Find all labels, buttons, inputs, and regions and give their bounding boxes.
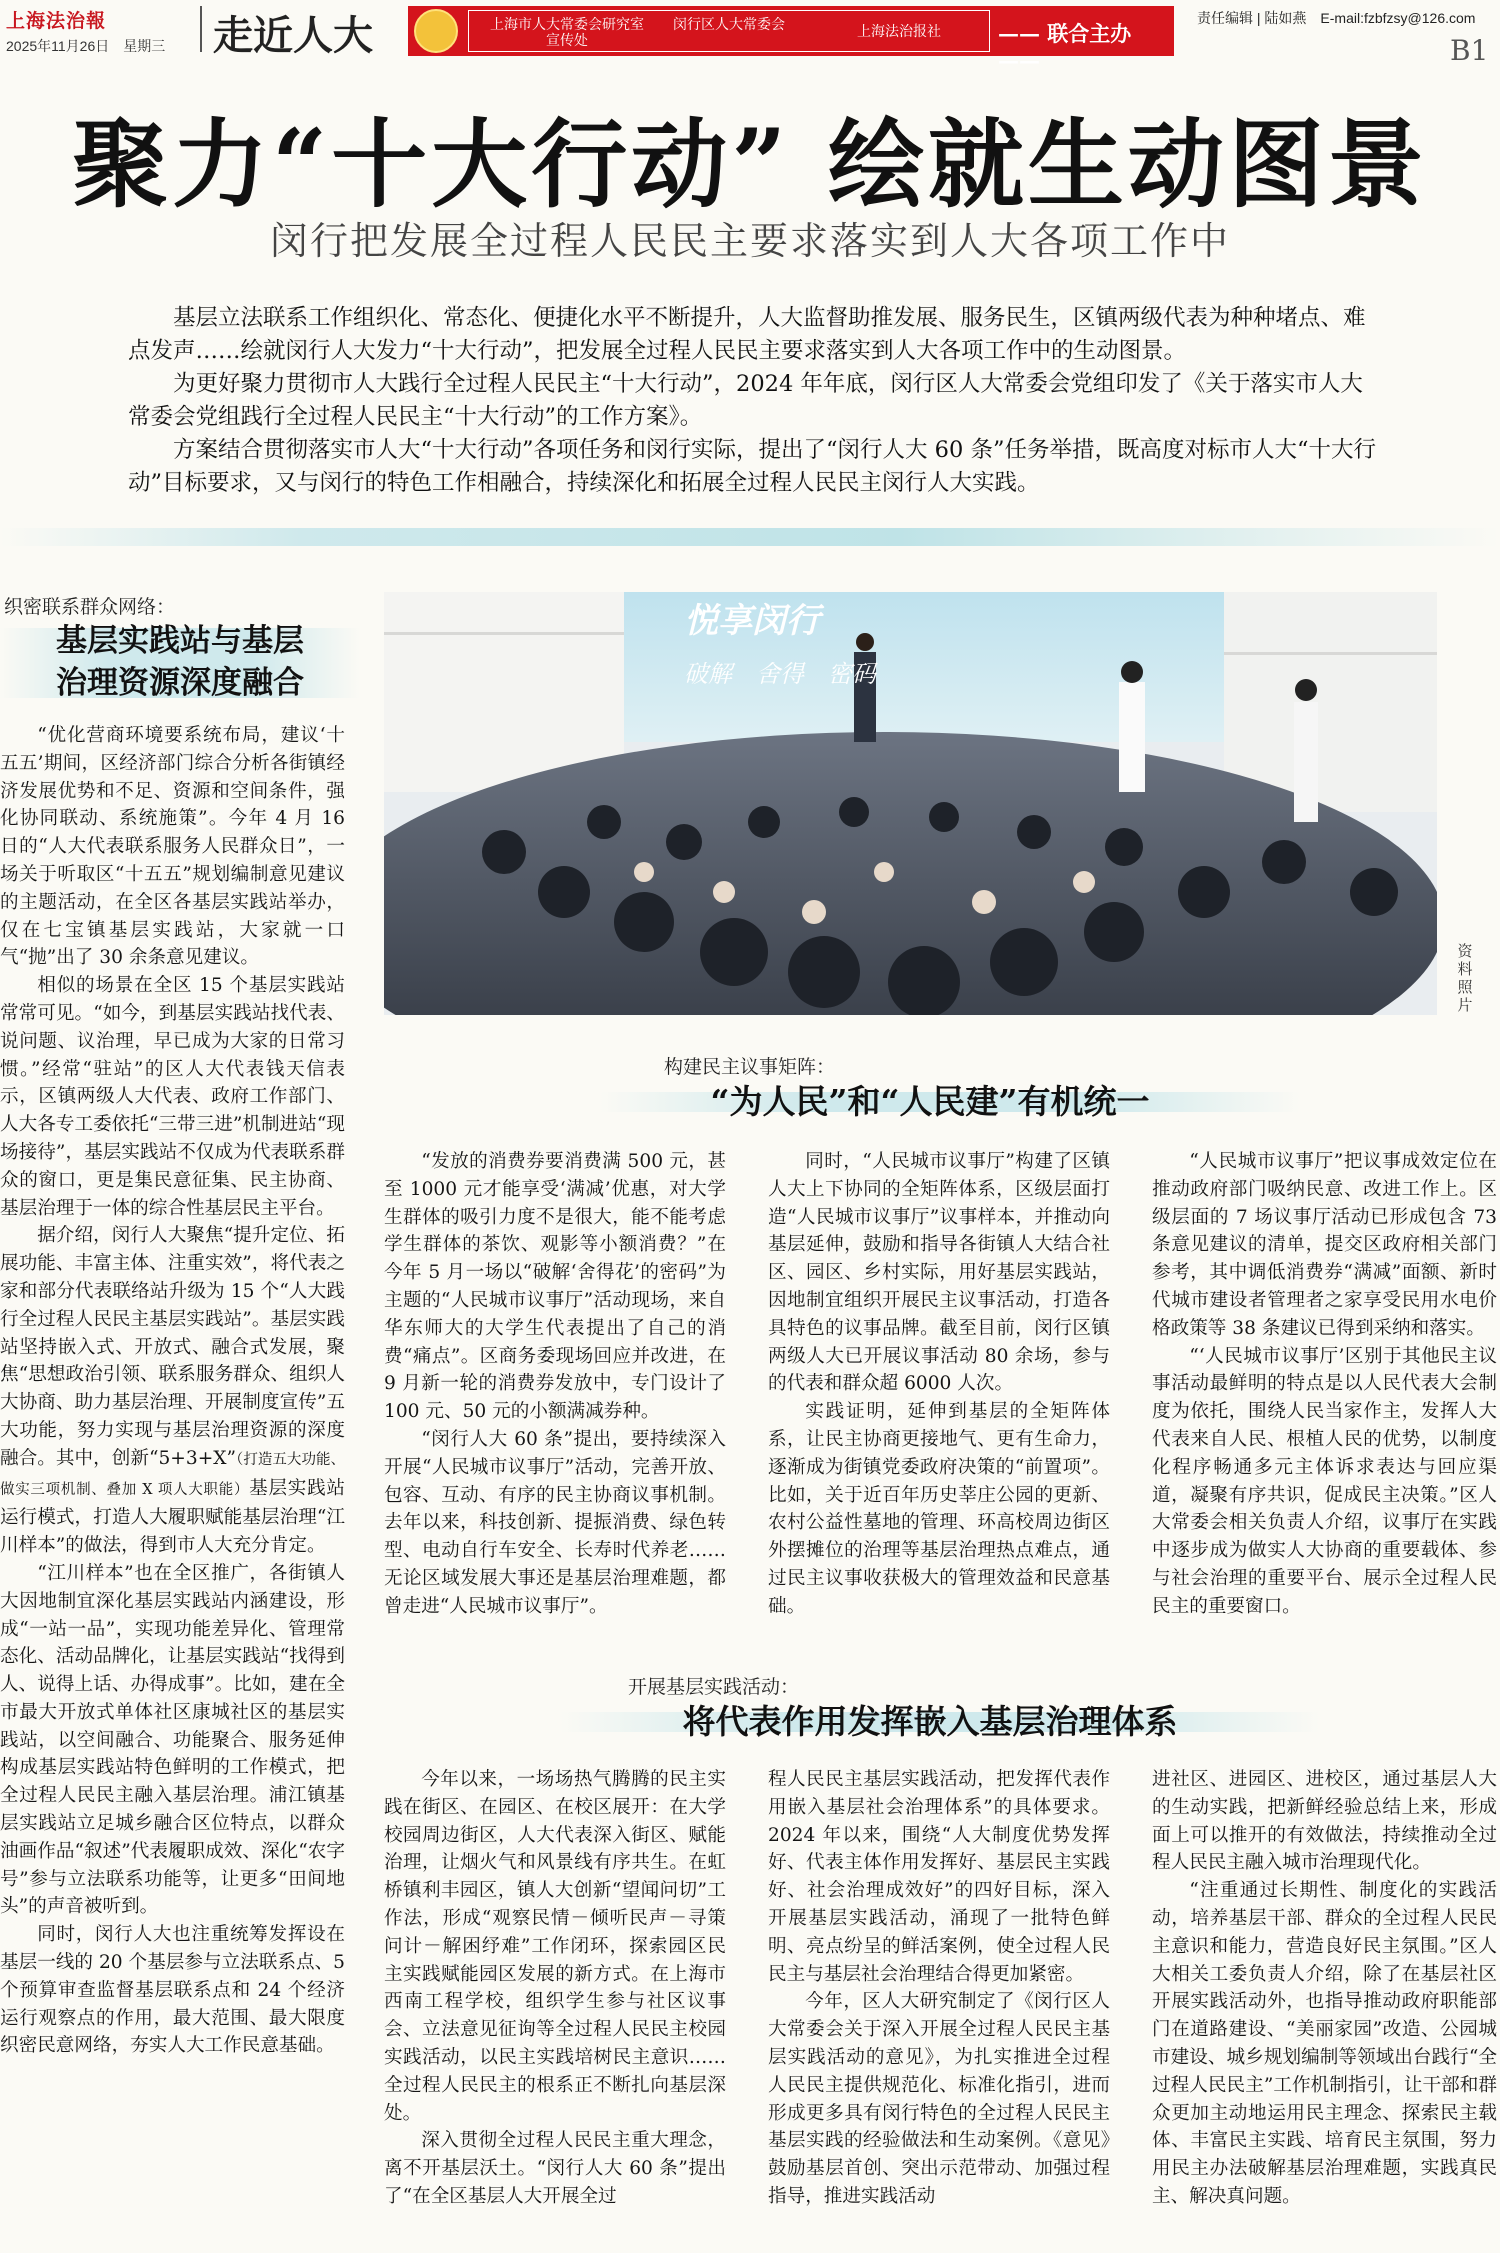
- section3-column-2: [768, 1766, 1110, 2211]
- section2-title: “为人民”和“人民建”有机统一: [710, 1082, 1150, 1121]
- decorative-band: [0, 528, 1500, 546]
- masthead-divider: [200, 6, 202, 52]
- lead-paragraph: 为更好聚力贯彻市人大践行全过程人民民主“十大行动”，2024 年年底，闵行区人大常委会党组印发了《关于落实市人大常委会党组践行全过程人民民主“十大行动”的工作方案》。: [128, 371, 1363, 430]
- subheadline: 闵行把发展全过程人民民主要求落实到人大各项工作中: [269, 219, 1230, 263]
- sponsor-org-3: 上海法治报社: [857, 23, 941, 39]
- body-paragraph: “注重通过长期性、制度化的实践活动，培养基层干部、群众的全过程人民民主意识和能力，营造良好民主氛围。”区人大相关工委负责人介绍，除了在基层社区开展实践活动外，也指导推动政府职能部门在道路建设、“美丽家园”改造、公园城市建设、城乡规划编制等领域出台践行“全过程人民民主”工作机制指引，让干部和群众更加主动地运用民主理念、探索民主载体、丰富民主实践、培育民主氛围，努力用民主办法破解基层治理难题，实践真民主、解决真问题。: [1152, 1880, 1497, 2207]
- body-paragraph: “‘人民城市议事厅’区别于其他民主议事活动最鲜明的特点是以人民代表大会制度为依托，围绕人民当家作主，发挥人大代表来自人民、根植人民的优势，以制度化程序畅通多元主体诉求表达与回应渠道，凝聚有序共识，促成民主决策。”区人大常委会相关负责人介绍，议事厅在实践中逐步成为做实人大协商的重要载体、参与社会治理的重要平台、展示全过程人民民主的重要窗口。: [1152, 1345, 1497, 1617]
- sponsor-org-2: 闵行区人大常委会: [673, 16, 785, 32]
- section3-title: 将代表作用发挥嵌入基层治理体系: [682, 1702, 1178, 1741]
- national-emblem-icon: [408, 6, 464, 56]
- body-paragraph: “优化营商环境要系统布局，建议‘十五五’期间，区经济部门综合分析各街镇经济发展优势和不足、资源和空间条件，强化协同联动、系统施策”。今年 4 月 16 日的“人大代表联系服务人民群众日”，一场关于听取区“十五五”规划编制意见建议的主题活动，在全区各基层实践站举办，仅在七宝镇基层实践站，大家就一口气“抛”出了 30 余条意见建议。: [0, 725, 345, 969]
- section-title: 走近人大: [213, 12, 373, 59]
- audience-photo-illustration: [384, 592, 1437, 1015]
- section2-column-3: [1152, 1148, 1497, 1621]
- body-text: 基层实践站运行模式，打造人大履职赋能基层治理“江川样本”的做法，得到市人大充分肯定。: [0, 1477, 345, 1557]
- body-paragraph: 同时，“人民城市议事厅”构建了区镇人大上下协同的全矩阵体系，区级层面打造“人民城市议事厅”议事样本，并推动向基层延伸，鼓励和指导各街镇人大结合社区、园区、乡村实际，用好基层实践站，因地制宜组织开展民主议事活动，打造各具特色的议事品牌。截至目前，闵行区镇两级人大已开展议事活动 80 余场，参与的代表和群众超 6000 人次。: [768, 1151, 1110, 1395]
- photo-screen-text: 悦享闵行: [684, 601, 820, 641]
- section1-kicker: 织密联系群众网络：: [4, 596, 176, 618]
- joint-sponsor-label: —— 联合主办 ——: [998, 21, 1132, 73]
- photo-credit: 资料照片: [1457, 942, 1473, 1014]
- body-paragraph: 今年，区人大研究制定了《闵行区人大常委会关于深入开展全过程人民民主基层实践活动的意见》，为扎实推进全过程人民民主提供规范化、标准化指引，进而形成更多具有闵行特色的全过程人民民主基层实践的经验做法和生动案例。《意见》鼓励基层首创、突出示范带动、加强过程指导，推进实践活动: [768, 1991, 1110, 2207]
- body-paragraph: “江川样本”也在全区推广，各街镇人大因地制宜深化基层实践站内涵建设，形成“一站一品”，实现功能差异化、管理常态化、活动品牌化，让基层实践站“找得到人、说得上话、办得成事”。比如，建在全市最大开放式单体社区康城社区的基层实践站，以空间融合、功能聚合、服务延伸构成基层实践站特色鲜明的工作模式，把全过程人民民主融入基层治理。浦江镇基层实践站立足城乡融合区位特点，以群众油画作品“叙述”代表履职成效、深化“农字号”参与立法联系功能等，让更多“田间地头”的声音被听到。: [0, 1562, 345, 1918]
- body-paragraph: 今年以来，一场场热气腾腾的民主实践在街区、在园区、在校区展开：在大学校园周边街区，人大代表深入街区、赋能治理，让烟火气和风景线有序共生。在虹桥镇利丰园区，镇人大创新“望闻问切”工作法，形成“观察民情－倾听民声－寻策问计－解困纾难”工作闭环，探索园区民主实践赋能园区发展的新方式。在上海市西南工程学校，组织学生参与社区议事会、立法意见征询等全过程人民民主校园实践活动，以民主实践培树民主意识……全过程人民民主的根系正不断扎向基层深处。: [384, 1769, 726, 2124]
- body-paragraph: 实践证明，延伸到基层的全矩阵体系，让民主协商更接地气、更有生命力，逐渐成为街镇党委政府决策的“前置项”。比如，关于近百年历史莘庄公园的更新、农村公益性墓地的管理、环高校周边街区外摆摊位的治理等基层治理热点难点，通过民主议事收获极大的管理效益和民意基础。: [768, 1401, 1110, 1617]
- section3-column-3: [1152, 1766, 1497, 2211]
- section3-column-1: [384, 1766, 726, 2211]
- sponsor-banner: [408, 6, 1174, 73]
- lead-paragraph: 基层立法联系工作组织化、常态化、便捷化水平不断提升，人大监督助推发展、服务民生，区镇两级代表为种种堵点、难点发声……绘就闵行人大发力“十大行动”，把发展全过程人民民主要求落实到人大各项工作中的生动图景。: [128, 305, 1366, 364]
- section3-kicker: 开展基层实践活动：: [628, 1676, 800, 1698]
- dateline: 2025年11月26日 星期三: [6, 38, 166, 54]
- body-note: （打造五大功能、做实三项机制、叠加 X 项人大职能）: [0, 1451, 345, 1498]
- section2-kicker: 构建民主议事矩阵：: [664, 1056, 836, 1078]
- section1-title-line: 治理资源深度融合: [56, 665, 304, 701]
- headline: 聚力“十大行动” 绘就生动图景: [72, 108, 1428, 221]
- section2-column-2: [768, 1148, 1110, 1621]
- section1-title-line: 基层实践站与基层: [56, 623, 304, 659]
- masthead: [0, 0, 1500, 73]
- body-paragraph: 深入贯彻全过程人民民主重大理念，离不开基层沃土。“闵行人大 60 条”提出了“在全区基层人大开展全过: [384, 2130, 726, 2207]
- body-paragraph: 同时，闵行人大也注重统筹发挥设在基层一线的 20 个基层参与立法联系点、5 个预算审查监督基层联系点和 24 个经济运行观察点的作用，最大范围、最大限度织密民意网络，夯实人大工作民意基础。: [0, 1924, 345, 2057]
- section2-column-1: [384, 1148, 726, 1621]
- body-paragraph: [0, 1222, 345, 1560]
- body-paragraph: 程人民民主基层实践活动，把发挥代表作用嵌入基层社会治理体系”的具体要求。2024 年以来，围绕“人大制度优势发挥好、代表主体作用发挥好、基层民主实践好、社会治理成效好”的四好目标，深入开展基层实践活动，涌现了一批特色鲜明、亮点纷呈的鲜活案例，使全过程人民民主与基层社会治理结合得更加紧密。: [768, 1769, 1110, 1985]
- section1-title: [0, 620, 360, 704]
- section1-body: [0, 722, 345, 2060]
- sponsor-org-1: 上海市人大常委会研究室宣传处: [490, 16, 644, 48]
- sponsor-orgs-box: [468, 10, 990, 52]
- body-text: 据介绍，闵行人大聚焦“提升定位、拓展功能、丰富主体、注重实效”，将代表之家和部分代表联络站升级为 15 个“人大践行全过程人民民主基层实践站”。基层实践站坚持嵌入式、开放式、融合式发展，聚焦“思想政治引领、联系服务群众、组织人大协商、助力基层治理、开展制度宣传”五大功能，努力实现与基层治理资源的深度融合。其中，创新“5+3+X”: [0, 1225, 345, 1469]
- body-paragraph: 相似的场景在全区 15 个基层实践站常常可见。“如今，到基层实践站找代表、说问题、议治理，早已成为大家的日常习惯。”经常“驻站”的区人大代表钱天信表示，区镇两级人大代表、政府工作部门、人大各专工委依托“三带三进”机制进站“现场接待”，基层实践站不仅成为代表联系群众的窗口，更是集民意征集、民主协商、基层治理于一体的综合性基层民主平台。: [0, 975, 345, 1219]
- lead-paragraphs: [128, 302, 1378, 500]
- body-paragraph: 进社区、进园区、进校区，通过基层人大的生动实践，把新鲜经验总结上来，形成面上可以推开的有效做法，持续推动全过程人民民主融入城市治理现代化。: [1152, 1769, 1497, 1874]
- body-paragraph: “发放的消费券要消费满 500 元，甚至 1000 元才能享受‘满减’优惠，对大学生群体的吸引力度不是很大，能不能考虑学生群体的茶饮、观影等小额消费？”在今年 5 月一场以“破解‘舍得花’的密码”为主题的“人民城市议事厅”活动现场，来自华东师大的大学生代表提出了自己的消费“痛点”。区商务委现场回应并改进，在 9 月新一轮的消费券发放中，专门设计了 100 元、50 元的小额满减券种。: [384, 1151, 726, 1423]
- body-paragraph: “人民城市议事厅”把议事成效定位在推动政府部门吸纳民意、改进工作上。区级层面的 7 场议事厅活动已形成包含 73 条意见建议的清单，提交区政府相关部门参考，其中调低消费券“满减”面额、新时代城市建设者管理者之家享受民用水电价格政策等 38 条建议已得到采纳和落实。: [1152, 1151, 1497, 1339]
- page-number: B1: [1450, 34, 1489, 67]
- photo-screen-text-2: 破解 舍得 密码: [684, 660, 876, 688]
- newspaper-logo: 上海法治報: [6, 10, 107, 32]
- news-photo: [384, 592, 1437, 1015]
- lead-paragraph: 方案结合贯彻落实市人大“十大行动”各项任务和闵行实际，提出了“闵行人大 60 条”任务举措，既高度对标市人大“十大行动”目标要求，又与闵行的特色工作相融合，持续深化和拓展全过程人民民主闵行人大实践。: [128, 437, 1376, 496]
- body-paragraph: “闵行人大 60 条”提出，要持续深入开展“人民城市议事厅”活动，完善开放、包容、互动、有序的民主协商议事机制。去年以来，科技创新、提振消费、绿色转型、电动自行车安全、长寿时代养老……无论区域发展大事还是基层治理难题，都曾走进“人民城市议事厅”。: [384, 1428, 726, 1617]
- editor-credit: 责任编辑 | 陆如燕 E-mail:fzbfzsy@126.com: [1197, 10, 1476, 26]
